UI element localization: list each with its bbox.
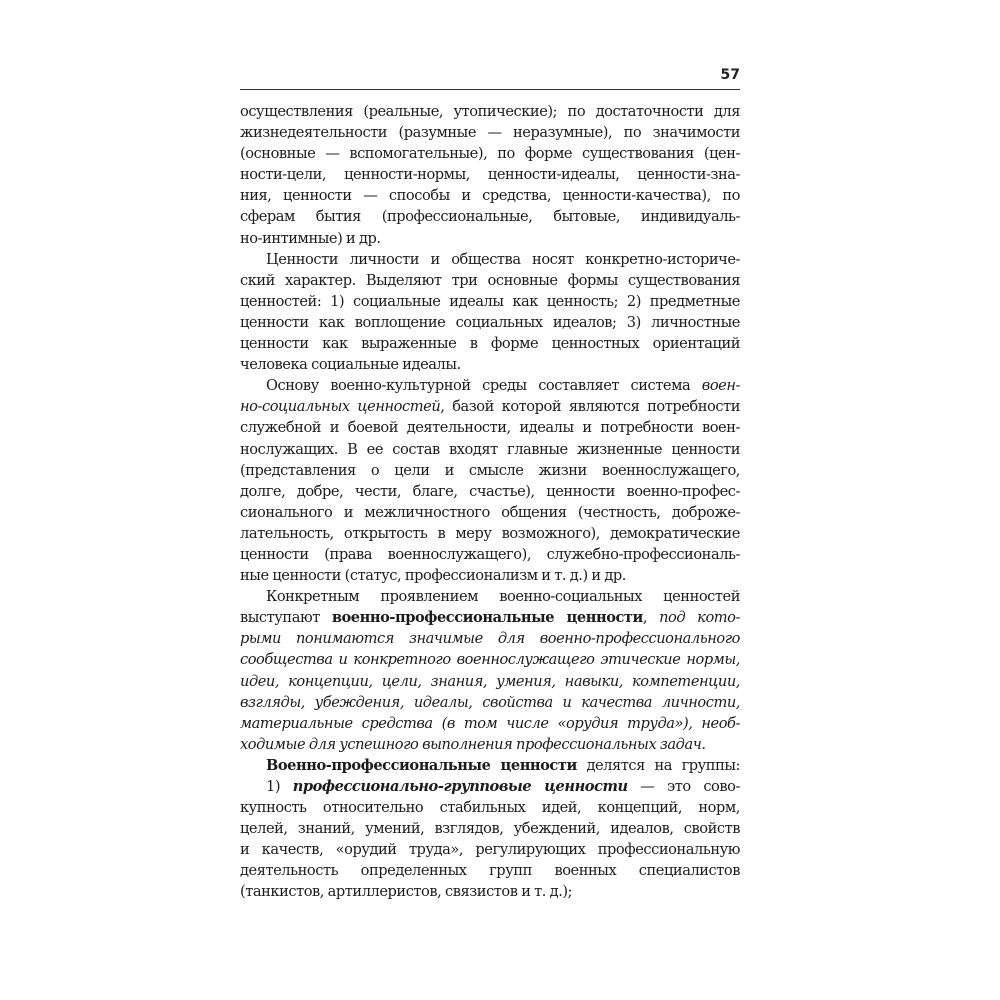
text-line: ценности (права военнослужащего), служебно-профессиональ- (240, 545, 740, 563)
text-line: Конкретным проявлением военно-социальных ценностей (266, 588, 740, 606)
bold-term: военно-профессиональные ценности (331, 609, 643, 627)
text-line: человека социальные идеалы. (240, 356, 461, 374)
text-run: делятся на группы: (576, 756, 740, 774)
italic-definition: ходимые для успешного выполнения профессиональных задач. (240, 735, 706, 753)
text-line: но-интимные) и др. (240, 229, 381, 247)
text-run: — это сово- (627, 778, 740, 795)
text-line: ценности как выраженные в форме ценностных ориентаций (240, 335, 740, 353)
text-line: ния, ценности — способы и средства, ценности-качества), по (240, 187, 740, 205)
paragraph-last-line (240, 565, 740, 586)
text-line: (танкистов, артиллеристов, связистов и т. д.); (240, 883, 573, 901)
page-number: 57 (720, 67, 740, 83)
text-line: ценности как воплощение социальных идеалов; 3) личностные (240, 313, 740, 331)
bold-italic-term: профессионально-групповые ценности (292, 778, 628, 795)
italic-definition: сообщества и конкретного военнослужащего этические нормы, (240, 651, 740, 669)
paragraph (240, 776, 740, 797)
text-line: ные ценности (статус, профессионализм и т. д.) и др. (240, 567, 626, 585)
text-line: ности-цели, ценности-нормы, ценности-идеалы, ценности-зна- (240, 166, 740, 184)
page-text (240, 101, 740, 903)
paragraph (240, 417, 740, 565)
text-line: деятельность определенных групп военных специалистов (240, 862, 740, 880)
text-line: служебной и боевой деятельности, идеалы и потребности воен- (240, 419, 740, 437)
text-line: сферам бытия (профессиональные, бытовые, индивидуаль- (240, 208, 740, 226)
italic-definition: под кото- (659, 609, 740, 627)
text-line: целей, знаний, умений, взглядов, убеждений, идеалов, свойств (240, 820, 740, 838)
text-line: сионального и межличностного общения (честность, доброже- (240, 503, 740, 521)
paragraph (240, 586, 740, 607)
italic-definition: рыми понимаются значимые для военно-профессионального (240, 630, 740, 648)
text-line: купность относительно стабильных идей, концепций, норм, (240, 799, 740, 817)
text-line: (основные — вспомогательные), по форме существования (цен- (240, 145, 740, 163)
paragraph (240, 607, 740, 628)
text-line: ский характер. Выделяют три основные формы существования (240, 271, 740, 289)
paragraph-last-line (240, 354, 740, 375)
text-run: , базой которой являются потребности (440, 398, 740, 416)
text-run: , (642, 609, 660, 627)
paragraph (240, 249, 740, 270)
text-line: Ценности личности и общества носят конкретно-историче- (266, 250, 740, 268)
paragraph-last-line (240, 734, 740, 755)
paragraph (240, 270, 740, 354)
italic-definition: идеи, концепции, цели, знания, умения, навыки, компетенции, (240, 672, 740, 690)
text-run: Основу военно-культурной среды составляет система (266, 377, 702, 395)
text-line: осуществления (реальные, утопические); по достаточности для (240, 103, 740, 120)
paragraph (240, 755, 740, 776)
paragraph-last-line (240, 228, 740, 249)
paragraph (240, 628, 740, 733)
text-line: нослужащих. В ее состав входят главные жизненные ценности (240, 440, 740, 458)
bold-term: Военно-профессиональные ценности (266, 756, 577, 774)
paragraph (240, 396, 740, 417)
list-number: 1) (266, 778, 293, 795)
text-line: (представления о цели и смысле жизни военнослужащего, (240, 461, 740, 479)
text-line: лательность, открытость в меру возможного), демократические (240, 524, 740, 542)
text-line: и качеств, «орудий труда», регулирующих профессиональную (240, 841, 740, 859)
italic-definition: взгляды, убеждения, идеалы, свойства и качества личности, (240, 693, 740, 711)
paragraph (240, 797, 740, 881)
italic-term: воен- (701, 377, 740, 395)
paragraph-last-line (240, 881, 740, 902)
text-line: жизнедеятельности (разумные — неразумные), по значимости (240, 124, 740, 142)
paragraph (240, 375, 740, 396)
text-run: выступают (240, 609, 332, 627)
text-line: долге, добре, чести, благе, счастье), ценности военно-профес- (240, 482, 740, 500)
text-line: ценностей: 1) социальные идеалы как ценность; 2) предметные (240, 292, 740, 310)
italic-definition: материальные средства (в том числе «орудия труда»), необ- (240, 714, 740, 732)
italic-term: но-социальных ценностей (240, 398, 441, 416)
page-header (240, 66, 740, 90)
paragraph (240, 101, 740, 228)
